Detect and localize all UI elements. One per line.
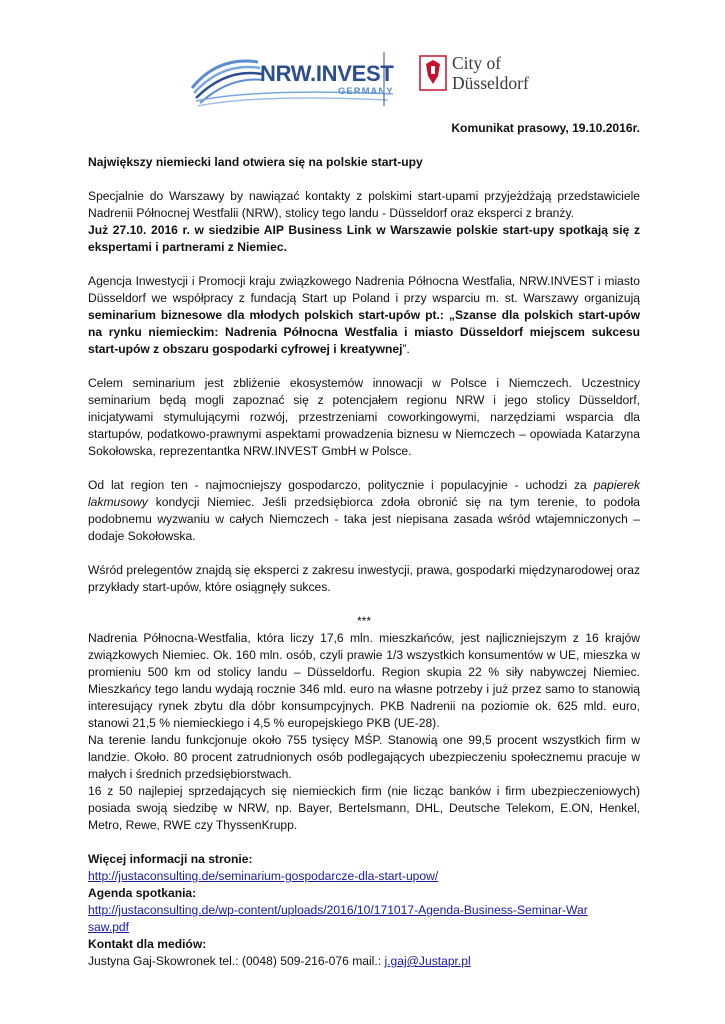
contact-email-link[interactable]: j.gaj@Justapr.pl [384,954,471,968]
contact-label: Kontakt dla mediów: [88,937,207,951]
agenda-link[interactable]: http://justaconsulting.de/wp-content/uploads/2016/10/171017-Agenda-Business-Seminar-Warsaw.pdf [88,903,588,934]
nrw-logo-text: NRW.INVEST [260,61,394,86]
city-line-1: City of [452,53,502,73]
city-of-dusseldorf-logo [414,50,548,106]
goal-paragraph: Celem seminarium jest zbliżenie ekosystemów innowacji w Polsce i Niemczech. Uczestnicy seminarium będą mogli zapoznać się z potencjałem regionu NRW i jego stolicy Düsseldorf, inicjatywami stymulującymi rozwój, przestrzeniami coworkingowymi, narzędziami wsparcia dla startupów, podatkowo-prawnymi aspektami prowadzenia biznesu w Niemczech – opowiada Katarzyna Sokołowska, reprezentantka NRW.INVEST GmbH w Polsce. [88,376,640,458]
contact-row: Justyna Gaj-Skowronek tel.: (0048) 509-216-076 mail.: j.gaj@Justapr.pl [88,954,471,968]
city-line-2: Düsseldorf [452,73,529,93]
separator: *** [356,614,372,628]
city-crest-icon [418,54,448,94]
region-paragraph: Od lat region ten - najmocniejszy gospodarczo, politycznie i populacyjnie - uchodzi za papierek lakmusowy kondycji Niemiec. Jeśli przedsiębiorca zdoła obronić się na tym terenie, to podoła podobnemu wyzwaniu w całych Niemczech - taka jest niepisana zasada wśród wtajemniczonych – dodaje Sokołowska. [88,478,640,543]
header-logos [188,48,548,110]
nrw-logo-subtext: GERMANY [338,86,394,97]
intro-text: Specjalnie do Warszawy by nawiązać kontakty z polskimi start-upami przyjeżdżają przedstawiciele Nadrenii Północnej Westfalii (NRW), stolicy tego landu - Düsseldorf oraz eksperci z branży. [88,189,640,220]
facts-paragraph-2: Na terenie landu funkcjonuje około 755 tysięcy MŚP. Stanowią one 99,5 procent wszystkich firm w landzie. Około. 80 procent zatrudnionych osób podlegających ubezpieczeniu społecznemu pracuje w małych i średnich przedsiębiorstwach. [88,733,640,781]
facts-paragraph-1: Nadrenia Północna-Westfalia, która liczy 17,6 mln. mieszkańców, jest najliczniejszym z 16 krajów związkowych Niemiec. Ok. 160 mln. osób, czyli prawie 1/3 wszystkich konsumentów w UE, mieszka w promieniu 500 km od stolicy landu – Düsseldorfu. Region skupia 22 % siły nabywczej Niemiec. Mieszkańcy tego landu wydają rocznie 346 mld. euro na własne potrzeby i już przez samo to stanowią interesujący rynek zbytu dla dóbr konsumpcyjnych. PKB Nadrenii na poziomie ok. 625 mld. euro, stanowi 21,5 % niemieckiego i 4,5 % europejskiego PKB (UE-28). [88,631,640,730]
intro-paragraph [88,188,640,256]
agenda-label: Agenda spotkania: [88,886,197,900]
agenda-row [88,902,588,936]
organizers-paragraph: Agencja Inwestycji i Promocji kraju związkowego Nadrenia Północna Westfalia, NRW.INVEST i miasto Düsseldorf we współpracy z fundacją Start up Poland i przy wsparciu m. st. Warszawy organizują seminarium biznesowe dla młodych polskich start-upów pt.: „Szanse dla polskich start-upów na rynku niemieckim: Nadrenia Północna Westfalia i miasto Düsseldorf miejscem sukcesu start-upów z obszaru gospodarki cyfrowej i kreatywnej”. [88,274,640,356]
more-info-link[interactable]: http://justaconsulting.de/seminarium-gospodarcze-dla-start-upow/ [88,869,439,883]
speakers-paragraph: Wśród prelegentów znajdą się eksperci z zakresu inwestycji, prawa, gospodarki międzynarodowej oraz przykłady start-upów, które osiągnęły sukces. [88,563,640,594]
more-info-row [88,868,640,885]
headline: Największy niemiecki land otwiera się na polskie start-upy [88,155,423,169]
nrw-invest-logo [188,48,418,110]
city-logo-text [452,53,529,93]
intro-bold: Już 27.10. 2016 r. w siedzibie AIP Business Link w Warszawie polskie start-upy spotkają się z ekspertami i partnerami z Niemiec. [88,223,640,254]
facts-paragraph-3: 16 z 50 najlepiej sprzedających się niemieckich firm (nie licząc banków i firm ubezpieczeniowych) posiada swoją siedzibę w NRW, np. Bayer, Bertelsmann, DHL, Deutsche Telekom, E.ON, Henkel, Metro, Rewe, RWE czy ThyssenKrupp. [88,784,640,832]
more-info-label: Więcej informacji na stronie: [88,852,253,866]
press-release-date: Komunikat prasowy, 19.10.2016r. [451,121,640,135]
